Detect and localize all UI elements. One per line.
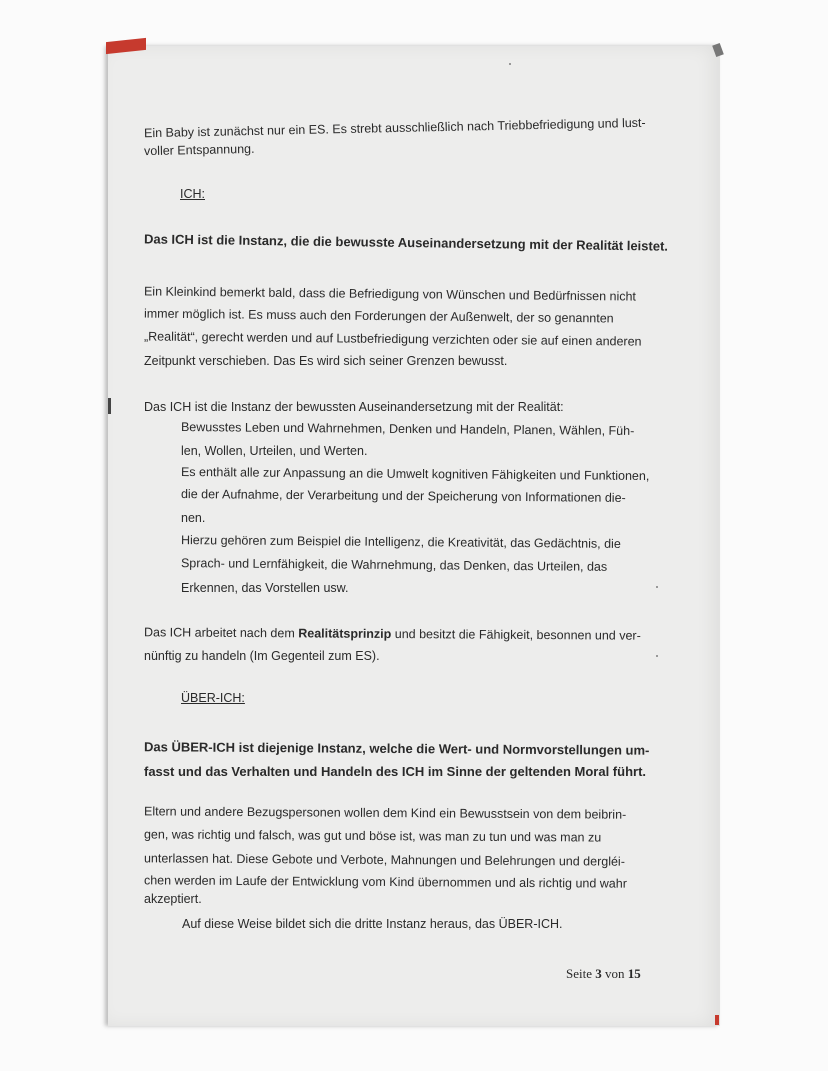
speck	[656, 655, 658, 657]
red-speck	[715, 1015, 719, 1025]
speck	[509, 63, 511, 65]
page-number-of: von	[605, 966, 625, 981]
ich-list-line: Es enthält alle zur Anpassung an die Umwelt kognitiven Fähigkeiten und Funktionen,	[180, 464, 650, 484]
ich-heading: ICH:	[180, 187, 205, 201]
ueber-ich-definition-line: fasst und das Verhalten und Handeln des ICH im Sinne der geltenden Moral führt.	[144, 764, 647, 779]
ueber-ich-paragraph-line: gen, was richtig und falsch, was gut und böse ist, was man zu tun und was man zu	[143, 827, 602, 845]
page-number-current: 3	[595, 966, 602, 981]
ich-paragraph-line: Zeitpunkt verschieben. Das Es wird sich seiner Grenzen bewusst.	[144, 354, 508, 368]
ich-paragraph-line: „Realität“, gerecht werden und auf Lustbefriedigung verzichten oder sie auf einen anderen	[143, 329, 642, 349]
reality-principle-pre: Das ICH arbeitet nach dem	[143, 625, 299, 641]
margin-mark	[108, 398, 111, 414]
ich-paragraph-line: immer möglich ist. Es muss auch den Forderungen der Außenwelt, der so genannten	[143, 306, 614, 326]
intro-line: Ein Baby ist zunächst nur ein ES. Es strebt ausschließlich nach Triebbefriedigung und lust-	[143, 115, 646, 141]
page-number-label: Seite	[566, 966, 592, 981]
ueber-ich-heading: ÜBER-ICH:	[181, 691, 245, 705]
ich-list-line: die der Aufnahme, der Verarbeitung und der Speicherung von Informationen die-	[180, 487, 626, 505]
page-number	[566, 966, 641, 982]
ich-list-line: nen.	[181, 511, 206, 525]
ich-list-line: Sprach- und Lernfähigkeit, die Wahrnehmung, das Denken, das Urteilen, das	[180, 556, 608, 574]
closing-sentence: Auf diese Weise bildet sich die dritte Instanz heraus, das ÜBER-ICH.	[182, 917, 563, 931]
ich-list-intro: Das ICH ist die Instanz der bewussten Auseinandersetzung mit der Realität:	[144, 400, 564, 414]
ich-definition: Das ICH ist die Instanz, die die bewusste Auseinandersetzung mit der Realität leistet.	[143, 231, 669, 254]
page-number-total: 15	[627, 966, 641, 981]
intro-line: voller Entspannung.	[143, 141, 255, 159]
ueber-ich-paragraph-line: chen werden im Laufe der Entwicklung vom Kind übernommen und als richtig und wahr	[143, 873, 627, 891]
ich-list-line: Bewusstes Leben und Wahrnehmen, Denken und Handeln, Planen, Wählen, Füh-	[180, 420, 635, 438]
reality-principle-post: und besitzt die Fähigkeit, besonnen und ver-	[391, 626, 641, 643]
ich-paragraph-line: Ein Kleinkind bemerkt bald, dass die Befriedigung von Wünschen und Bedürfnissen nicht	[143, 284, 637, 304]
speck	[656, 586, 658, 588]
reality-principle-term: Realitätsprinzip	[298, 626, 392, 641]
ueber-ich-paragraph-line: Eltern und andere Bezugspersonen wollen dem Kind ein Bewusstsein von dem beibrin-	[143, 804, 627, 822]
ich-list-line: Hierzu gehören zum Beispiel die Intelligenz, die Kreativität, das Gedächtnis, die	[180, 533, 621, 551]
ueber-ich-paragraph-line: akzeptiert.	[144, 892, 202, 906]
reality-principle-line2: nünftig zu handeln (Im Gegenteil zum ES).	[144, 649, 380, 663]
ich-list-line: Erkennen, das Vorstellen usw.	[181, 581, 349, 595]
ueber-ich-definition-line: Das ÜBER-ICH ist diejenige Instanz, welche die Wert- und Normvorstellungen um-	[143, 739, 650, 758]
ueber-ich-paragraph-line: unterlassen hat. Diese Gebote und Verbote, Mahnungen und Belehrungen und dergléi-	[143, 851, 625, 869]
ich-list-line: len, Wollen, Urteilen, und Werten.	[181, 444, 368, 458]
